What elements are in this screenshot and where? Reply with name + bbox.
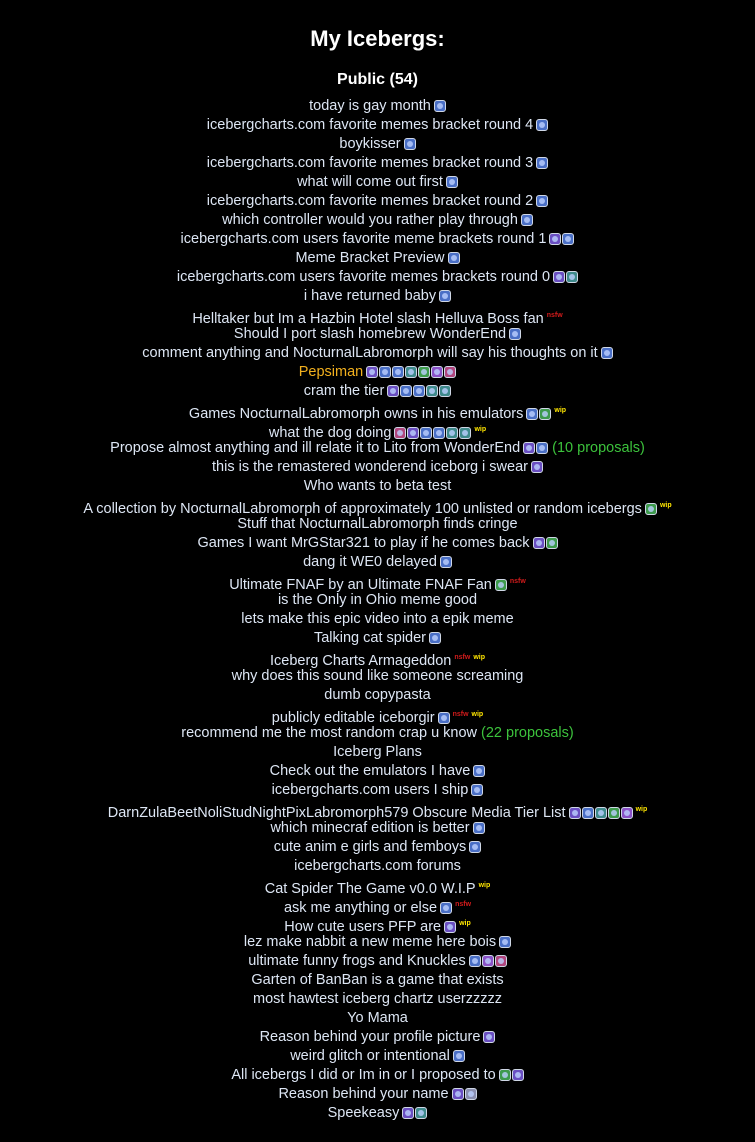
- badge-icon: [601, 347, 613, 359]
- iceberg-link[interactable]: what will come out first: [297, 174, 443, 190]
- iceberg-link[interactable]: icebergcharts.com forums: [294, 858, 461, 874]
- list-item: [0, 230, 755, 249]
- iceberg-link[interactable]: icebergcharts.com users favorite meme brackets round 1: [180, 231, 547, 247]
- list-item: [0, 724, 755, 743]
- list-item: [0, 382, 755, 401]
- badge-icon: [566, 271, 578, 283]
- list-item: [0, 952, 755, 971]
- proposals-count: (22 proposals): [481, 725, 574, 741]
- badge-icon: [444, 921, 456, 933]
- list-item: [0, 1085, 755, 1104]
- badge-icon: [469, 955, 481, 967]
- iceberg-link[interactable]: icebergcharts.com users I ship: [271, 782, 469, 798]
- badge-group: [530, 460, 543, 479]
- iceberg-link[interactable]: Check out the emulators I have: [269, 763, 471, 779]
- list-item: [0, 629, 755, 648]
- list-item: [0, 686, 755, 705]
- iceberg-link[interactable]: Ultimate FNAF by an Ultimate FNAF Fan: [229, 577, 492, 593]
- list-item: [0, 1066, 755, 1085]
- iceberg-link[interactable]: cute anim e girls and femboys: [273, 839, 467, 855]
- badge-icon: [426, 385, 438, 397]
- list-item: [0, 268, 755, 287]
- list-item: [0, 572, 755, 591]
- badge-icon: [536, 157, 548, 169]
- badge-icon: [448, 252, 460, 264]
- wip-tag: wip: [659, 502, 672, 509]
- badge-icon: [438, 712, 450, 724]
- badge-icon: [392, 366, 404, 378]
- iceberg-link[interactable]: Garten of BanBan is a game that exists: [251, 972, 504, 988]
- list-item: [0, 667, 755, 686]
- iceberg-list: [0, 97, 755, 1123]
- badge-icon: [420, 427, 432, 439]
- badge-icon: [394, 427, 406, 439]
- list-item: [0, 781, 755, 800]
- badge-group: [548, 232, 574, 251]
- list-item: [0, 591, 755, 610]
- list-item: [0, 116, 755, 135]
- badge-icon: [465, 1088, 477, 1100]
- badge-group: [568, 806, 633, 825]
- badge-group: [535, 156, 548, 175]
- list-item: [0, 306, 755, 325]
- iceberg-link[interactable]: Reason behind your name: [278, 1086, 449, 1102]
- badge-icon: [418, 366, 430, 378]
- list-item: [0, 325, 755, 344]
- nsfw-tag: nsfw: [546, 312, 563, 319]
- badge-icon: [453, 1050, 465, 1062]
- iceberg-link[interactable]: Games I want MrGStar321 to play if he comes back: [197, 535, 530, 551]
- iceberg-link[interactable]: Stuff that NocturnalLabromorph finds cringe: [237, 516, 518, 532]
- list-item: [0, 458, 755, 477]
- badge-group: [535, 194, 548, 213]
- badge-icon: [415, 1107, 427, 1119]
- badge-icon: [434, 100, 446, 112]
- badge-group: [451, 1087, 477, 1106]
- badge-group: [535, 118, 548, 137]
- badge-icon: [536, 442, 548, 454]
- iceberg-link[interactable]: Yo Mama: [347, 1010, 408, 1026]
- iceberg-link[interactable]: this is the remastered wonderend iceborg i swear: [212, 459, 528, 475]
- iceberg-link[interactable]: icebergcharts.com favorite memes bracket round 2: [206, 193, 534, 209]
- proposals-count: (10 proposals): [552, 440, 645, 456]
- badge-icon: [433, 427, 445, 439]
- page-title: My Icebergs:: [310, 26, 445, 51]
- badge-icon: [402, 1107, 414, 1119]
- list-item: [0, 819, 755, 838]
- nsfw-tag: nsfw: [452, 711, 469, 718]
- iceberg-link[interactable]: A collection by NocturnalLabromorph of approximately 100 unlisted or random icebergs: [83, 501, 642, 517]
- iceberg-link[interactable]: ask me anything or else: [283, 900, 438, 916]
- wip-tag: wip: [554, 407, 567, 414]
- iceberg-link[interactable]: How cute users PFP are: [284, 919, 442, 935]
- badge-icon: [499, 1069, 511, 1081]
- badge-icon: [431, 366, 443, 378]
- list-item: [0, 420, 755, 439]
- iceberg-link[interactable]: dumb copypasta: [324, 687, 431, 703]
- list-item: [0, 173, 755, 192]
- list-item: [0, 933, 755, 952]
- iceberg-link[interactable]: Cat Spider The Game v0.0 W.I.P: [264, 881, 476, 897]
- badge-icon: [444, 366, 456, 378]
- iceberg-link[interactable]: why does this sound like someone screaming: [231, 668, 524, 684]
- badge-icon: [553, 271, 565, 283]
- list-item: [0, 800, 755, 819]
- list-item: [0, 857, 755, 876]
- list-item: [0, 534, 755, 553]
- iceberg-link[interactable]: most hawtest iceberg chartz userzzzzz: [252, 991, 502, 1007]
- list-item: [0, 553, 755, 572]
- badge-icon: [483, 1031, 495, 1043]
- badge-icon: [531, 461, 543, 473]
- nsfw-tag: nsfw: [509, 578, 526, 585]
- iceberg-link[interactable]: which controller would you rather play through: [222, 212, 518, 228]
- list-item: [0, 515, 755, 534]
- iceberg-link[interactable]: weird glitch or intentional: [290, 1048, 450, 1064]
- badge-icon: [446, 427, 458, 439]
- list-item: [0, 154, 755, 173]
- badge-group: [525, 407, 551, 426]
- badge-icon: [521, 214, 533, 226]
- iceberg-link[interactable]: which minecraf edition is better: [270, 820, 470, 836]
- badge-icon: [533, 537, 545, 549]
- wip-tag: wip: [635, 806, 648, 813]
- badge-icon: [495, 579, 507, 591]
- iceberg-link[interactable]: Iceberg Plans: [333, 744, 422, 760]
- badge-icon: [569, 807, 581, 819]
- list-item: [0, 192, 755, 211]
- list-item: [0, 211, 755, 230]
- badge-group: [644, 502, 657, 521]
- list-item: [0, 762, 755, 781]
- badge-group: [401, 1106, 427, 1125]
- badge-group: [498, 1068, 524, 1087]
- list-item: [0, 990, 755, 1009]
- iceberg-link[interactable]: icebergcharts.com favorite memes bracket round 3: [206, 155, 534, 171]
- iceberg-link[interactable]: lets make this epic video into a epik meme: [241, 611, 514, 627]
- iceberg-link[interactable]: Meme Bracket Preview: [295, 250, 445, 266]
- list-item: [0, 1047, 755, 1066]
- list-item: [0, 610, 755, 629]
- badge-icon: [446, 176, 458, 188]
- badge-icon: [482, 955, 494, 967]
- iceberg-link[interactable]: today is gay month: [309, 98, 431, 114]
- nsfw-tag: nsfw: [454, 654, 471, 661]
- list-item: [0, 705, 755, 724]
- iceberg-link[interactable]: Games NocturnalLabromorph owns in his emulators: [188, 406, 524, 422]
- badge-icon: [473, 765, 485, 777]
- badge-icon: [439, 290, 451, 302]
- badge-icon: [499, 936, 511, 948]
- badge-icon: [582, 807, 594, 819]
- list-item: [0, 1009, 755, 1028]
- badge-icon: [413, 385, 425, 397]
- badge-icon: [404, 138, 416, 150]
- iceberg-link[interactable]: is the Only in Ohio meme good: [277, 592, 478, 608]
- badge-icon: [400, 385, 412, 397]
- iceberg-link[interactable]: Iceberg Charts Armageddon: [270, 653, 452, 669]
- wip-tag: wip: [478, 882, 491, 889]
- badge-icon: [440, 556, 452, 568]
- badge-icon: [387, 385, 399, 397]
- iceberg-link[interactable]: icebergcharts.com users favorite memes brackets round 0: [176, 269, 551, 285]
- badge-icon: [645, 503, 657, 515]
- list-item: [0, 1028, 755, 1047]
- iceberg-link[interactable]: icebergcharts.com favorite memes bracket round 4: [206, 117, 534, 133]
- badge-icon: [546, 537, 558, 549]
- badge-icon: [549, 233, 561, 245]
- iceberg-link[interactable]: Should I port slash homebrew WonderEnd: [233, 326, 507, 342]
- list-item: [0, 401, 755, 420]
- badge-icon: [621, 807, 633, 819]
- wip-tag: wip: [471, 711, 484, 718]
- nsfw-tag: nsfw: [455, 901, 472, 908]
- list-item: [0, 477, 755, 496]
- iceberg-link[interactable]: Propose almost anything and ill relate it to Lito from WonderEnd: [110, 440, 521, 456]
- list-item: [0, 971, 755, 990]
- wip-tag: wip: [473, 654, 485, 661]
- list-item: [0, 743, 755, 762]
- badge-icon: [562, 233, 574, 245]
- badge-group: [600, 346, 613, 365]
- badge-icon: [526, 408, 538, 420]
- list-item: [0, 914, 755, 933]
- iceberg-link[interactable]: what the dog doing: [268, 425, 392, 441]
- iceberg-link[interactable]: Who wants to beta test: [303, 478, 452, 494]
- iceberg-link[interactable]: cram the tier: [303, 383, 385, 399]
- iceberg-link[interactable]: lez make nabbit a new meme here bois: [243, 934, 497, 950]
- list-item: [0, 439, 755, 458]
- iceberg-link[interactable]: publicly editable iceborgir: [271, 710, 435, 726]
- badge-group: [552, 270, 578, 289]
- badge-group: [532, 536, 558, 555]
- badge-icon: [495, 955, 507, 967]
- badge-icon: [459, 427, 471, 439]
- iceberg-link[interactable]: ultimate funny frogs and Knuckles: [248, 953, 466, 969]
- badge-icon: [405, 366, 417, 378]
- badge-icon: [595, 807, 607, 819]
- list-item: [0, 838, 755, 857]
- iceberg-link[interactable]: Helltaker but Im a Hazbin Hotel slash Helluva Boss fan: [192, 311, 544, 327]
- iceberg-link[interactable]: All icebergs I did or Im in or I proposed to: [231, 1067, 496, 1083]
- iceberg-link[interactable]: Reason behind your profile picture: [259, 1029, 481, 1045]
- badge-icon: [509, 328, 521, 340]
- iceberg-link[interactable]: i have returned baby: [303, 288, 437, 304]
- badge-group: [468, 840, 481, 859]
- badge-icon: [469, 841, 481, 853]
- list-item: [0, 876, 755, 895]
- badge-icon: [471, 784, 483, 796]
- badge-icon: [536, 195, 548, 207]
- iceberg-link[interactable]: DarnZulaBeetNoliStudNightPixLabromorph579 Obscure Media Tier List: [107, 805, 566, 821]
- badge-icon: [473, 822, 485, 834]
- iceberg-link[interactable]: Pepsiman: [298, 364, 364, 380]
- badge-icon: [536, 119, 548, 131]
- badge-icon: [539, 408, 551, 420]
- list-item: [0, 97, 755, 116]
- wip-tag: wip: [459, 920, 471, 927]
- iceberg-link[interactable]: recommend me the most random crap u know: [181, 725, 478, 741]
- badge-icon: [407, 427, 419, 439]
- list-item: [0, 1104, 755, 1123]
- iceberg-link[interactable]: Talking cat spider: [313, 630, 427, 646]
- badge-icon: [429, 632, 441, 644]
- list-item: [0, 496, 755, 515]
- badge-icon: [379, 366, 391, 378]
- list-item: [0, 344, 755, 363]
- list-item: [0, 895, 755, 914]
- list-item: [0, 249, 755, 268]
- badge-group: [494, 578, 507, 597]
- iceberg-link[interactable]: dang it WE0 delayed: [303, 554, 437, 570]
- iceberg-link[interactable]: Speekeasy: [327, 1105, 400, 1121]
- badge-icon: [523, 442, 535, 454]
- badge-icon: [366, 366, 378, 378]
- badge-icon: [608, 807, 620, 819]
- section-heading-public: Public (54): [337, 71, 418, 88]
- badge-icon: [439, 385, 451, 397]
- list-item: [0, 648, 755, 667]
- list-item: [0, 287, 755, 306]
- badge-icon: [512, 1069, 524, 1081]
- badge-icon: [440, 902, 452, 914]
- iceberg-link[interactable]: boykisser: [339, 136, 401, 152]
- wip-tag: wip: [474, 426, 487, 433]
- list-item: [0, 135, 755, 154]
- iceberg-link[interactable]: comment anything and NocturnalLabromorph will say his thoughts on it: [142, 345, 598, 361]
- badge-group: [482, 1030, 495, 1049]
- list-item: [0, 363, 755, 382]
- badge-icon: [452, 1088, 464, 1100]
